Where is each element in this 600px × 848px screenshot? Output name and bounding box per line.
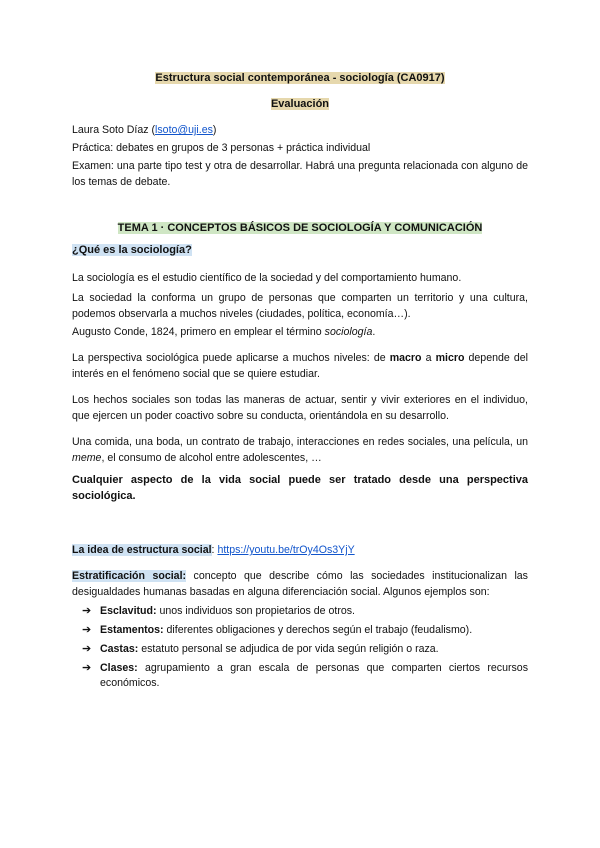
practica-line: Práctica: debates en grupos de 3 personas + práctica individual [72, 142, 371, 154]
idea-line: La idea de estructura social: https://youtu.be/trOy4Os3YjY [72, 544, 355, 556]
paragraph-stratification: Estratificación social: concepto que describe cómo las sociedades institucionalizan las desigualdades humanas basadas en alguna diferenciación social. Algunos ejemplos son: [72, 570, 528, 598]
list-item: ➔ Estamentos: diferentes obligaciones y derechos según el trabajo (feudalismo). [82, 624, 473, 636]
tema-heading: TEMA 1 · CONCEPTOS BÁSICOS DE SOCIOLOGÍA Y COMUNICACIÓN [117, 222, 483, 234]
doc-subtitle: Evaluación [270, 98, 330, 110]
teacher-line: Laura Soto Díaz (lsoto@uji.es) [72, 124, 217, 136]
paragraph-conclusion: Cualquier aspecto de la vida social puede ser tratado desde una perspectiva sociológica. [72, 474, 528, 502]
paragraph-definition: La sociología es el estudio científico de la sociedad y del comportamiento humano. [72, 272, 462, 284]
list-item: ➔ Esclavitud: unos individuos son propietarios de otros. [82, 605, 355, 617]
doc-subtitle-line [72, 96, 528, 112]
stratification-label: Estratificación social: [72, 570, 187, 582]
paragraph-conde: Augusto Conde, 1824, primero en emplear el término sociología. [72, 326, 376, 338]
video-link[interactable]: https://youtu.be/trOy4Os3YjY [217, 544, 355, 556]
idea-label: La idea de estructura social [72, 544, 212, 556]
doc-title: Estructura social contemporánea - sociología (CA0917) [155, 72, 445, 84]
tema-heading-line [72, 220, 528, 236]
teacher-email-link[interactable]: lsoto@uji.es [155, 124, 213, 136]
doc-title-line [72, 70, 528, 86]
paragraph-examples: Una comida, una boda, un contrato de trabajo, interacciones en redes sociales, una película, un meme, el consumo de alcohol entre adolescentes, … [72, 436, 528, 464]
examen-line: Examen: una parte tipo test y otra de desarrollar. Habrá una pregunta relacionada con alguno de los temas de debate. [72, 160, 528, 188]
arrow-icon: ➔ [82, 643, 92, 655]
paragraph-society: La sociedad la conforma un grupo de personas que comparten un territorio y una cultura, podemos observarla a muchos niveles (ciudades, política, economía…). [72, 292, 528, 320]
stratification-list [72, 604, 528, 691]
arrow-icon: ➔ [82, 662, 92, 674]
arrow-icon: ➔ [82, 624, 92, 636]
paragraph-perspective: La perspectiva sociológica puede aplicarse a muchos niveles: de macro a micro depende del interés en el fenómeno social que se quiere estudiar. [72, 352, 528, 380]
list-item: ➔ Clases: agrupamiento a gran escala de personas que comparten ciertos recursos económicos. [82, 662, 528, 689]
paragraph-social-facts: Los hechos sociales son todas las maneras de actuar, sentir y vivir exteriores en el individuo, que ejercen un poder coactivo sobre su conducta, orientándola en su desarrollo. [72, 394, 528, 422]
list-item: ➔ Castas: estatuto personal se adjudica de por vida según religión o raza. [82, 643, 439, 655]
document-body [72, 70, 528, 695]
question-heading-line [72, 242, 528, 258]
question-heading: ¿Qué es la sociología? [72, 244, 192, 256]
arrow-icon: ➔ [82, 605, 92, 617]
